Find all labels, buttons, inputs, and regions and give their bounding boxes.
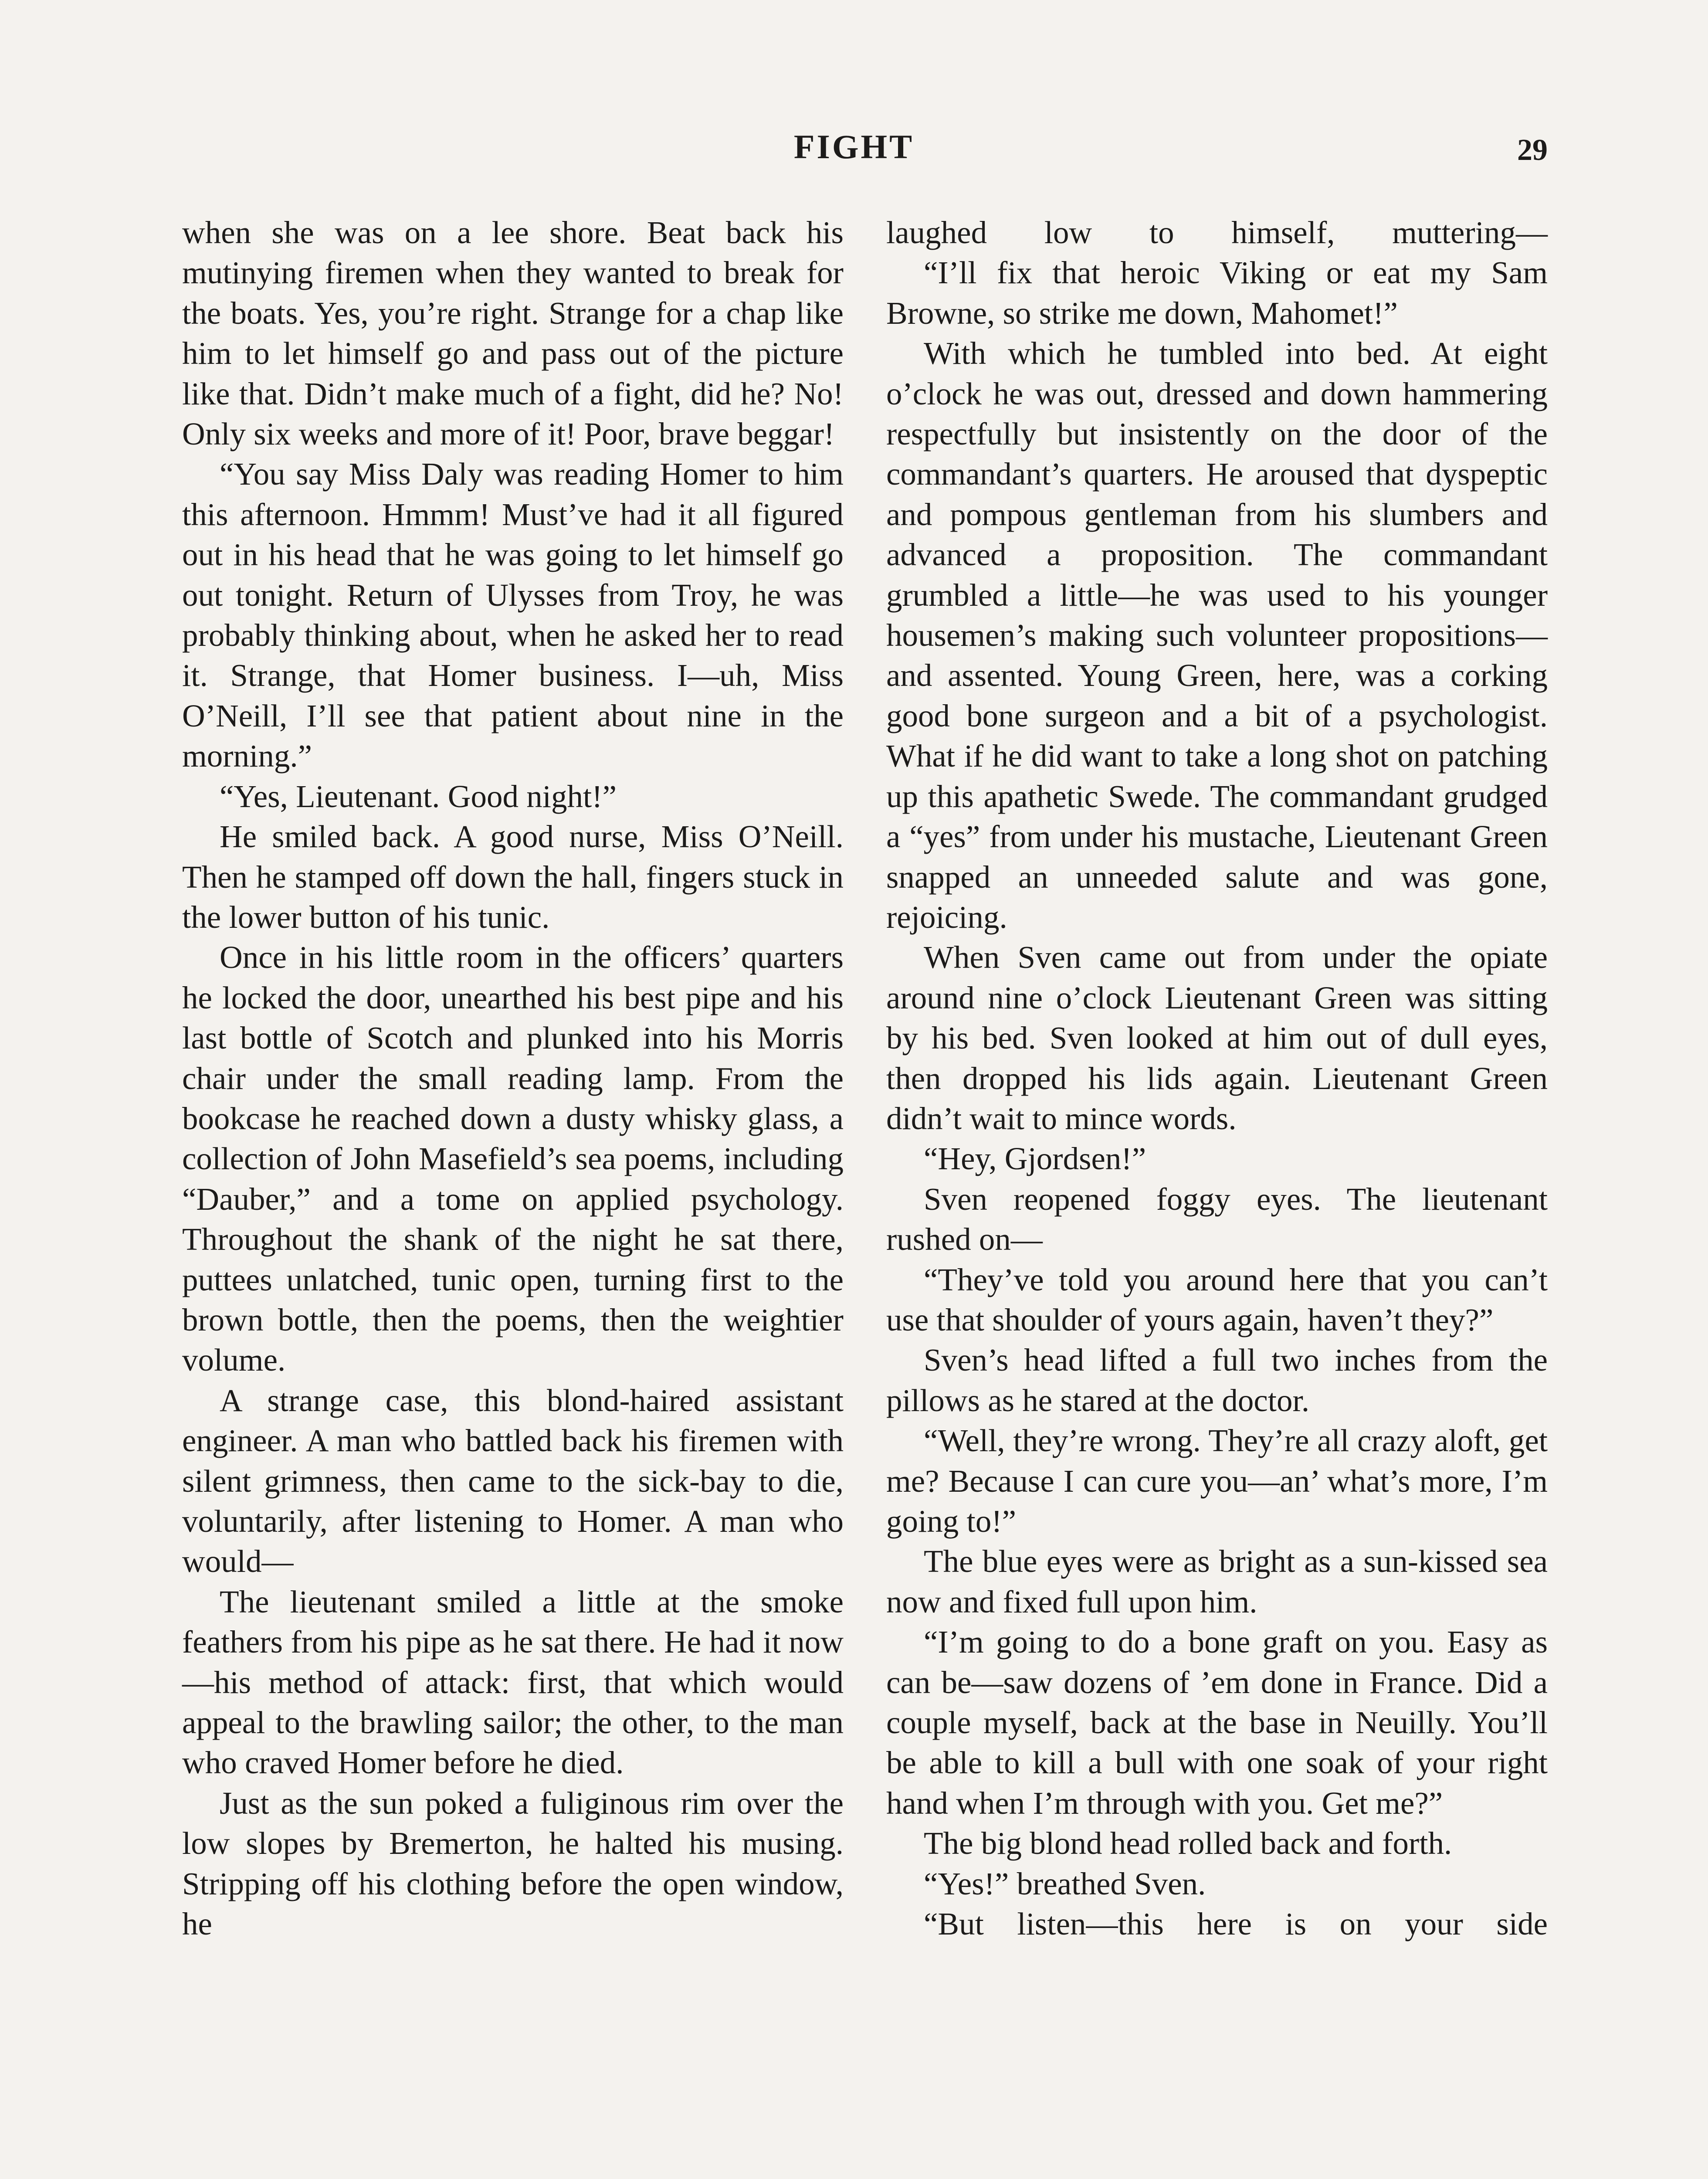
left-column bbox=[182, 213, 844, 1944]
paragraph: “I’ll fix that heroic Viking or eat my Sam Browne, so strike me down, Mahomet!” bbox=[886, 255, 1548, 331]
paragraph: Just as the sun poked a fuliginous rim over the low slopes by Bremerton, he halted his musing. Stripping off his clothing before the open window, he bbox=[182, 1785, 844, 1942]
paragraph: “Yes, Lieutenant. Good night!” bbox=[220, 778, 617, 814]
paragraph: The blue eyes were as bright as a sun-kissed sea now and fixed full upon him. bbox=[886, 1544, 1548, 1619]
paragraph: The big blond head rolled back and forth. bbox=[924, 1826, 1452, 1861]
paragraph: “They’ve told you around here that you can’t use that shoulder of yours again, haven’t they?” bbox=[886, 1262, 1548, 1337]
paragraph: Sven reopened foggy eyes. The lieutenant rushed on— bbox=[886, 1181, 1548, 1257]
page-number: 29 bbox=[1517, 133, 1548, 167]
paragraph: When Sven came out from under the opiate around nine o’clock Lieutenant Green was sitting by his bed. Sven looked at him out of dull eyes, then dropped his lids again. Lieutenant Green didn’t wait to mince words. bbox=[886, 940, 1548, 1136]
paragraph: “Yes!” breathed Sven. bbox=[924, 1866, 1206, 1901]
paragraph: With which he tumbled into bed. At eight o’clock he was out, dressed and down hammering respectfully but insistently on the door of the commandant’s quarters. He aroused that dyspeptic and pompous gentleman from his slumbers and advanced a proposition. The commandant grumbled a little—he was used to his younger housemen’s making such volunteer propositions—and assented. Young Green, here, was a corking good bone surgeon and a bit of a psychologist. What if he did want to take a long shot on patching up this apathetic Swede. The commandant grudged a “yes” from under his mustache, Lieutenant Green snapped an unneeded salute and was gone, rejoicing. bbox=[886, 336, 1548, 935]
paragraph: A strange case, this blond-haired assistant engineer. A man who battled back his firemen with silent grimness, then came to the sick-bay to die, voluntarily, after listening to Homer. A man who would— bbox=[182, 1382, 844, 1579]
paragraph: Sven’s head lifted a full two inches from the pillows as he stared at the doctor. bbox=[886, 1342, 1548, 1418]
paragraph: “Hey, Gjordsen!” bbox=[924, 1141, 1146, 1177]
paragraph: Once in his little room in the officers’ quarters he locked the door, unearthed his best pipe and his last bottle of Scotch and plunked into his Morris chair under the small reading lamp. From the bookcase he reached down a dusty whisky glass, a collection of John Masefield’s sea poems, including “Dauber,” and a tome on applied psychology. Throughout the shank of the night he sat there, puttees unlatched, tunic open, turning first to the brown bottle, then the poems, then the weightier volume. bbox=[182, 940, 844, 1378]
paragraph: when she was on a lee shore. Beat back his mutinying firemen when they wanted to break for the boats. Yes, you’re right. Strange for a chap like him to let himself go and pass out of the picture like that. Didn’t make much of a fight, did he? No! Only six weeks and more of it! Poor, brave beggar! bbox=[182, 215, 844, 452]
right-column bbox=[886, 213, 1548, 1944]
paragraph: He smiled back. A good nurse, Miss O’Neill. Then he stamped off down the hall, fingers stuck in the lower button of his tunic. bbox=[182, 819, 844, 935]
paragraph: “I’m going to do a bone graft on you. Easy as can be—saw dozens of ’em done in France. Did a couple myself, back at the base in Neuilly. You’ll be able to kill a bull with one soak of your right hand when I’m through with you. Get me?” bbox=[886, 1624, 1548, 1821]
paragraph: The lieutenant smiled a little at the smoke feathers from his pipe as he sat there. He had it now—his method of attack: first, that which would appeal to the brawling sailor; the other, to the man who craved Homer before he died. bbox=[182, 1584, 844, 1781]
paragraph: “Well, they’re wrong. They’re all crazy aloft, get me? Because I can cure you—an’ what’s more, I’m going to!” bbox=[886, 1423, 1548, 1539]
paragraph: “But listen—this here is on your side bbox=[924, 1906, 1548, 1942]
paragraph: laughed low to himself, muttering— bbox=[886, 215, 1548, 250]
page-title: FIGHT bbox=[793, 128, 915, 166]
paragraph: “You say Miss Daly was reading Homer to him this afternoon. Hmmm! Must’ve had it all figured out in his head that he was going to let himself go out tonight. Return of Ulysses from Troy, he was probably thinking about, when he asked her to read it. Strange, that Homer business. I—uh, Miss O’Neill, I’ll see that patient about nine in the morning.” bbox=[182, 456, 844, 774]
